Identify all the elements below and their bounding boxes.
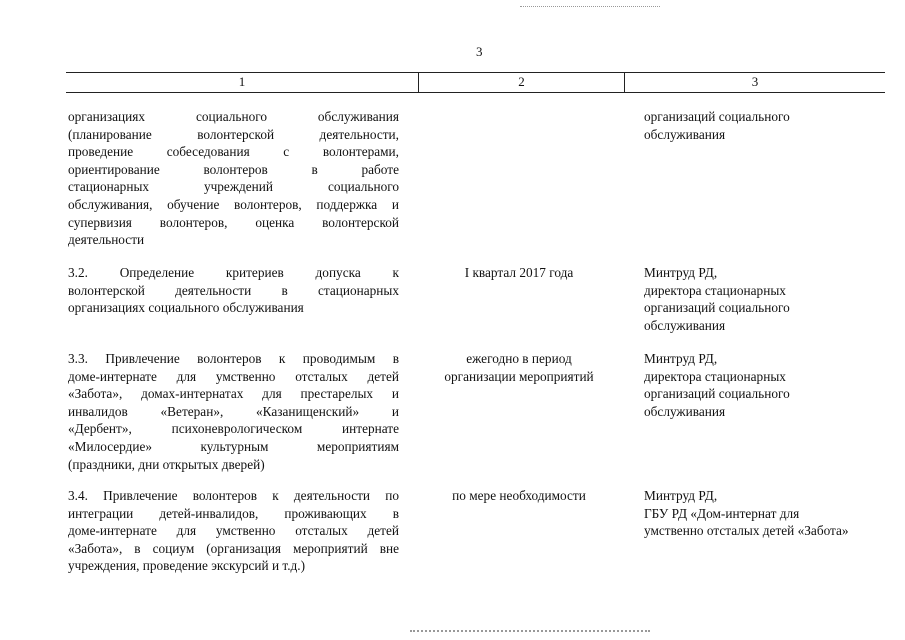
header-col-1: 1 — [238, 74, 246, 89]
deadline: ежегодно в период организации мероприятий — [444, 351, 594, 384]
responsible-parties: Минтруд РД, ГБУ РД «Дом-интернат для умственно отсталых детей «Забота» — [644, 488, 849, 539]
text-line: 3.2. Определение критериев допуска к — [68, 265, 399, 280]
text-line: «Забота», в социум (организация мероприятий вне — [68, 540, 399, 556]
task-description — [68, 350, 399, 473]
text-line: доме-интернате для умственно отсталых детей — [68, 368, 399, 384]
deadline: по мере необходимости — [452, 488, 586, 503]
text-line: ориентирование волонтеров в работе — [68, 161, 399, 177]
responsible-parties: организаций социального обслуживания — [644, 109, 790, 142]
text-line: «Дербент», психоневрологическом интернате — [68, 421, 399, 437]
text-line: учреждения, проведение экскурсий и т.д.) — [68, 558, 306, 574]
text-line: «Забота», домах-интернатах для престарелых и — [68, 386, 399, 402]
text-line: супервизия волонтеров, оценка волонтерской — [68, 214, 399, 230]
text-line: (планирование волонтерской деятельности, — [68, 126, 399, 142]
header-col-3: 3 — [751, 74, 759, 89]
text-line: организациях социального обслуживания — [68, 300, 304, 316]
text-line: «Милосердие» культурным мероприятиям — [68, 438, 399, 454]
scan-artifact — [520, 6, 660, 7]
responsible-parties: Минтруд РД, директора стационарных организаций социального обслуживания — [644, 265, 790, 333]
text-line: инвалидов «Ветеран», «Казанищенский» и — [68, 403, 399, 419]
header-col-2: 2 — [518, 74, 525, 89]
page-number: 3 — [476, 44, 483, 59]
task-description — [68, 108, 399, 249]
header-rule-top — [66, 72, 885, 73]
deadline: I квартал 2017 года — [464, 265, 574, 280]
scan-artifact — [410, 630, 650, 632]
task-description — [68, 487, 399, 575]
responsible-parties: Минтруд РД, директора стационарных организаций социального обслуживания — [644, 351, 790, 419]
text-line: проведение собеседования с волонтерами, — [68, 144, 399, 160]
text-line: 3.3. Привлечение волонтеров к проводимым в — [68, 351, 399, 366]
text-line: доме-интернате для умственно отсталых детей — [68, 523, 399, 539]
text-line: (праздники, дни открытых дверей) — [68, 456, 265, 472]
text-line: обслуживания, обучение волонтеров, поддержка и — [68, 196, 399, 212]
text-line: деятельности — [68, 232, 145, 248]
text-line: интеграции детей-инвалидов, проживающих в — [68, 505, 399, 521]
text-line: стационарных учреждений социального — [68, 179, 399, 195]
header-rule-bottom — [66, 92, 885, 93]
task-description — [68, 264, 399, 317]
text-line: волонтерской деятельности в стационарных — [68, 282, 399, 298]
text-line: 3.4. Привлечение волонтеров к деятельности по — [68, 488, 399, 503]
text-line: организациях социального обслуживания — [68, 109, 399, 124]
